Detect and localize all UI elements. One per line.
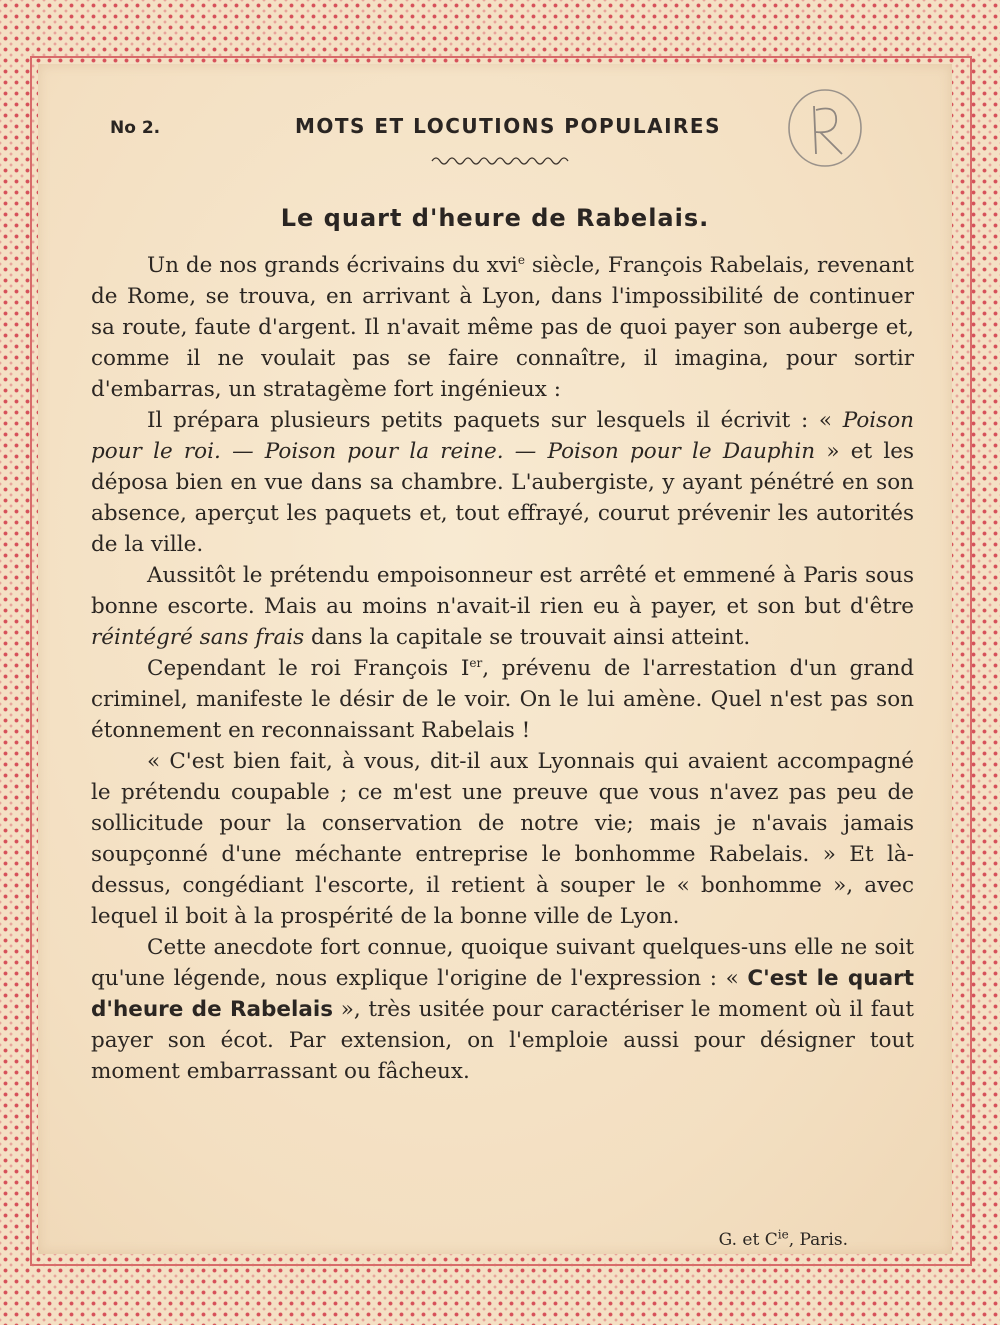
issue-number: No 2. — [110, 118, 161, 138]
text-panel — [38, 64, 952, 1254]
story-title: Le quart d'heure de Rabelais. — [280, 204, 710, 232]
paragraph-3: Aussitôt le prétendu empoisonneur est arrêté et emmené à Paris sous bonne escorte. Mais au moins n'avait-il rien eu à payer, et son but d'être réintégré sans frais dans la capitale se trouvait ainsi atteint. — [91, 563, 914, 650]
pencil-annotation — [784, 84, 866, 174]
wavy-ornament — [430, 154, 570, 168]
publisher-imprint: G. et $C^{ie}$, Paris. — [718, 1227, 848, 1250]
paragraph-6: Cette anecdote fort connue, quoique suivant quelques-uns elle ne soit qu'une légende, nous explique l'origine de l'expression : « C'est le quart d'heure de Rabelais », très usitée pour caractériser le moment où il faut payer son écot. Par extension, on l'emploie aussi pour désigner tout moment embarrassant ou fâcheux. — [91, 935, 914, 1084]
paragraph-4: Cependant le roi François Ier, prévenu de l'arrestation d'un grand criminel, manifeste le désir de le voir. On le lui amène. Quel n'est pas son étonnement en reconnaissant Rabelais ! — [91, 655, 915, 743]
story-body — [91, 250, 914, 1087]
paragraph-5: « C'est bien fait, à vous, dit-il aux Lyonnais qui avaient accompagné le prétendu coupable ; ce m'est une preuve que vous n'avez pas peu de sollicitude pour la conservation de notre vie; mais je n'avais jamais soupçonné d'une méchante entreprise le bonhomme Rabelais. » Et là-dessus, congédiant l'escorte, il retient à souper le « bonhomme », avec lequel il boit à la prospérité de la bonne ville de Lyon. — [91, 749, 914, 929]
paragraph-1: Un de nos grands écrivains du xvi$^e$ siècle, François Rabelais, revenant de Rome, se trouva, en arrivant à Lyon, dans l'impossibilité de continuer sa route, faute d'argent. Il n'avait même pas de quoi payer son auberge et, comme il ne voulait pas se faire connaître, il imagina, pour sortir d'embarras, un stratagème fort ingénieux : — [91, 252, 914, 402]
series-title: MOTS ET LOCUTIONS POPULAIRES — [294, 114, 721, 138]
paragraph-2: Il prépara plusieurs petits paquets sur lesquels il écrivit : « Poison pour le roi. — Poison pour la reine. — Poison pour le Dauphin » et les déposa bien en vue dans sa chambre. L'aubergiste, y ayant pénétré en son absence, aperçut les paquets et, tout effrayé, courut prévenir les autorités de la ville. — [91, 408, 914, 557]
